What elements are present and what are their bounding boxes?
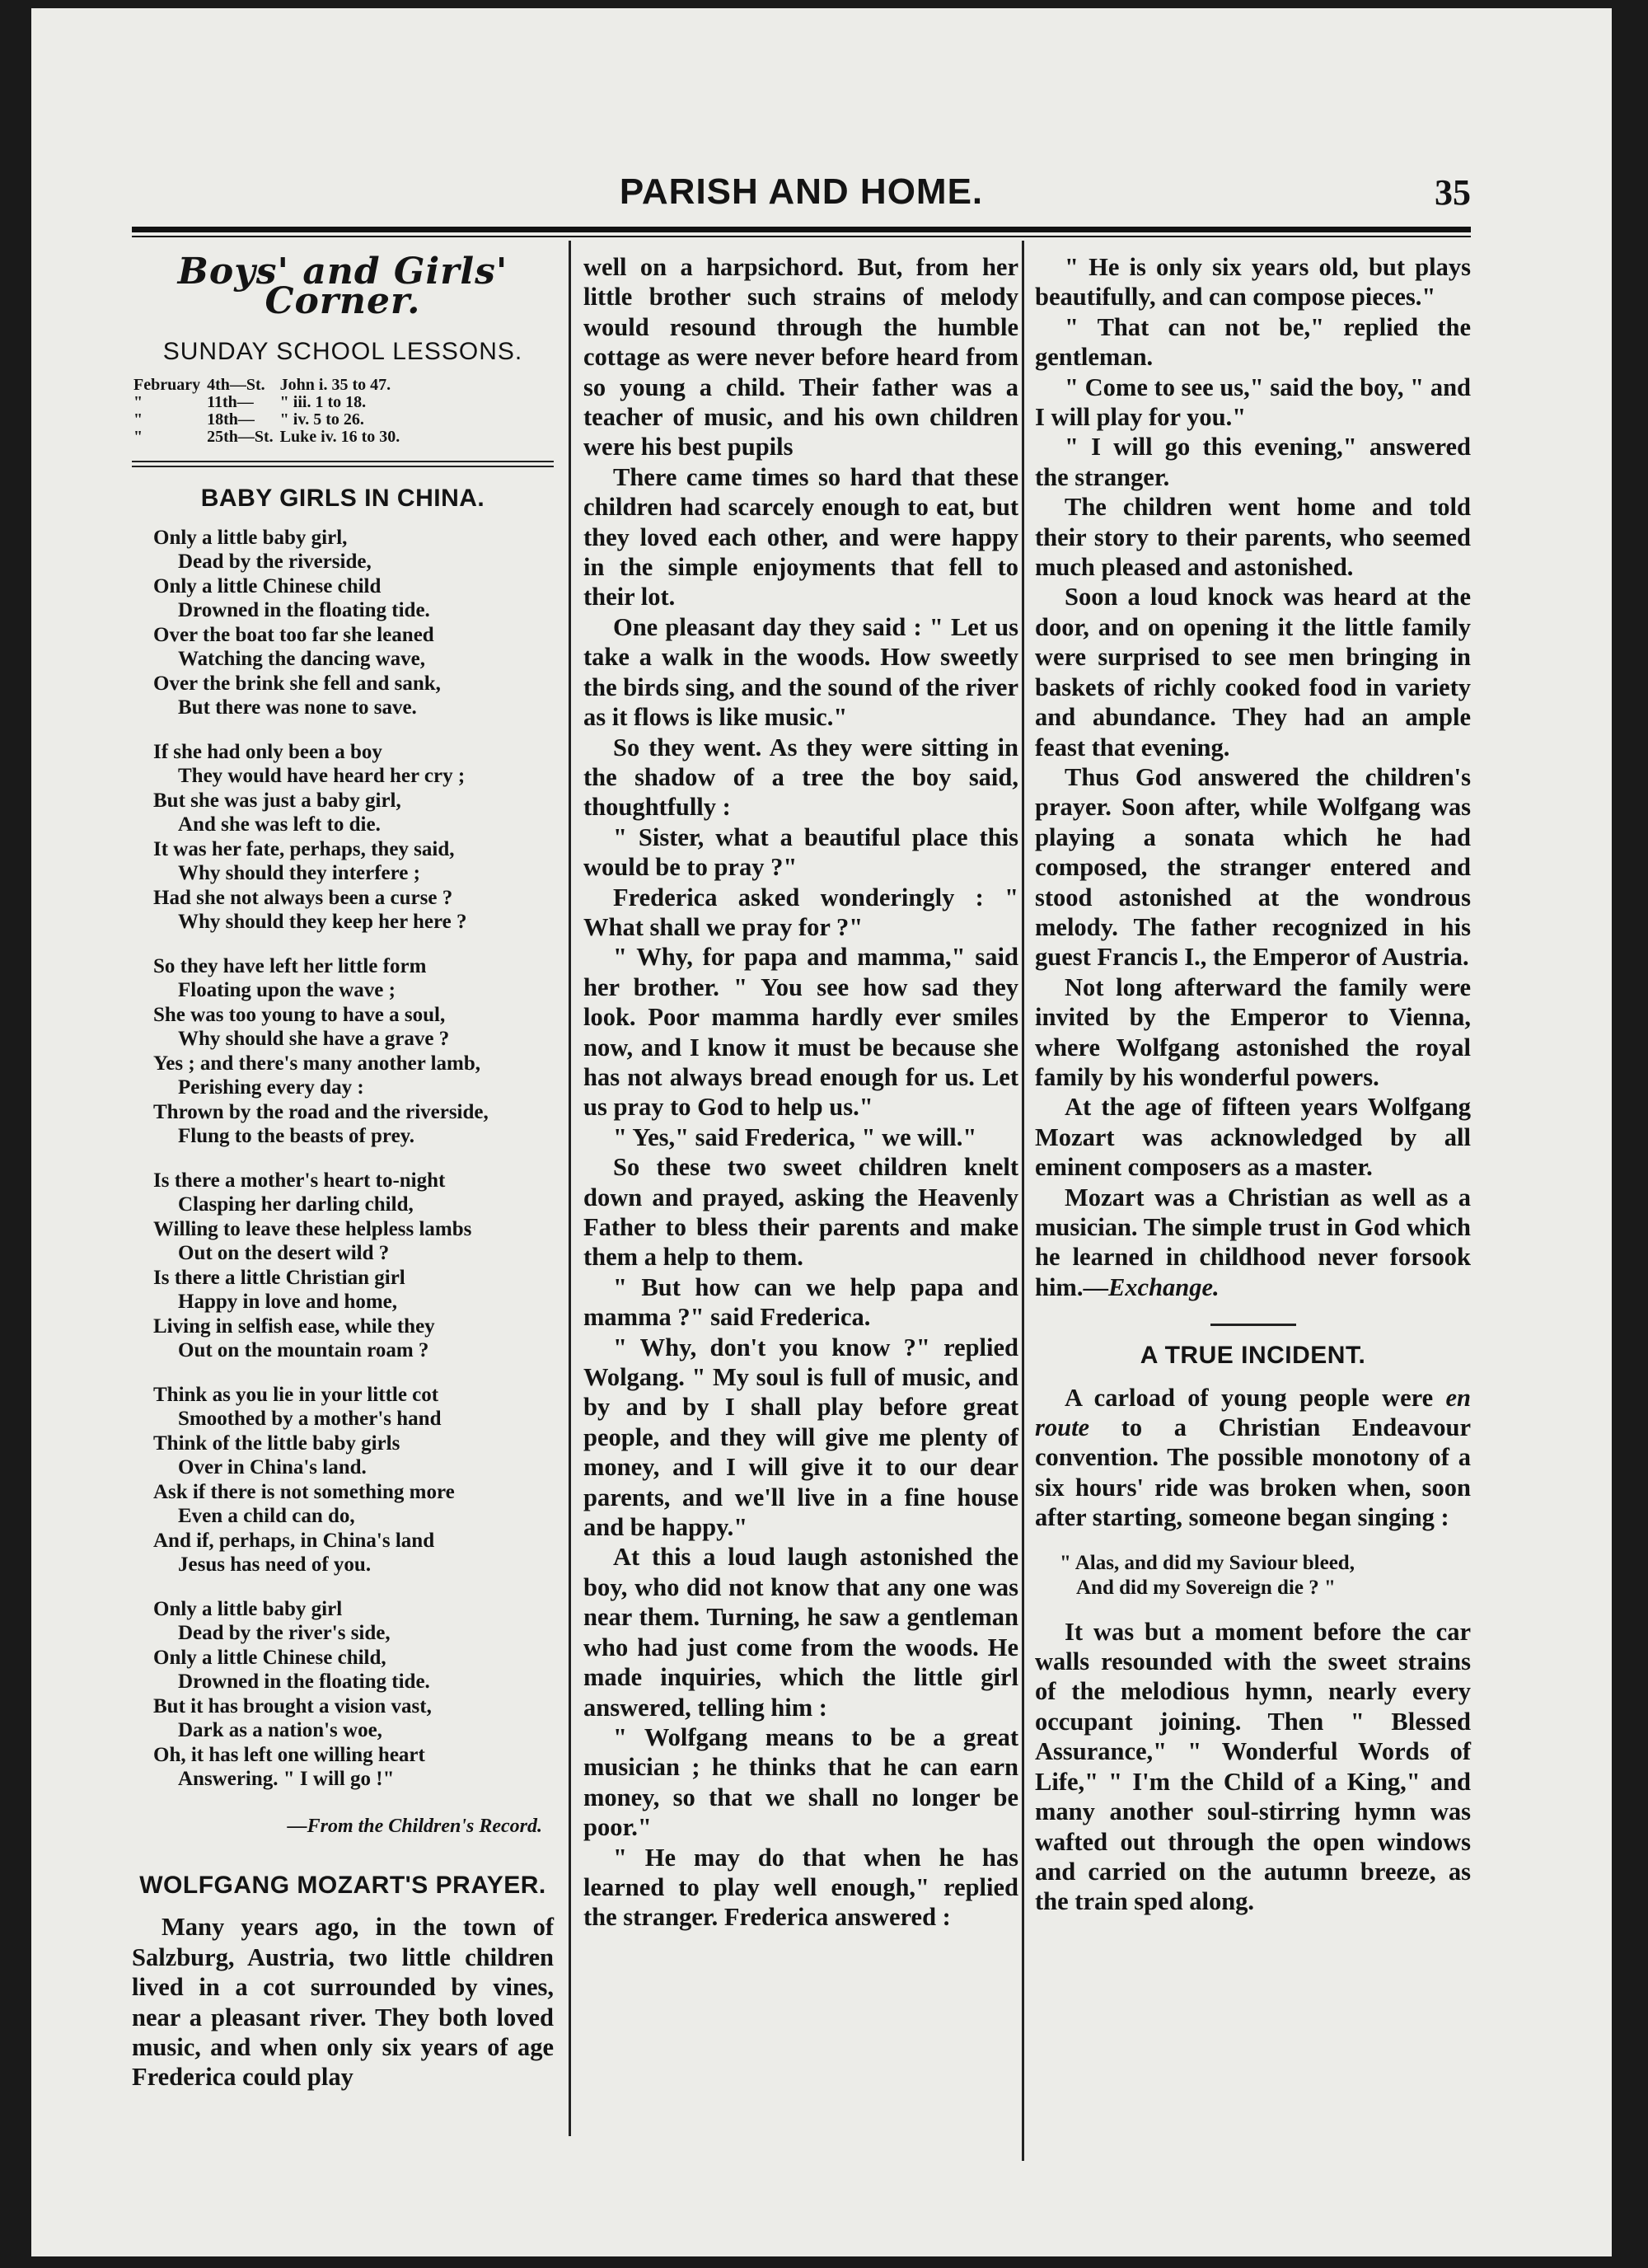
article-text (583, 252, 1018, 1933)
poem-line: It was her fate, perhaps, they said, (153, 837, 455, 860)
poem-line: Only a little baby girl, (153, 526, 348, 549)
poem-line: Watching the dancing wave, (178, 648, 426, 671)
section-divider (1210, 1324, 1296, 1326)
poem-line: Happy in love and home, (178, 1291, 398, 1314)
poem-line: Floating upon the wave ; (178, 979, 396, 1002)
paragraph: " He may do that when he has learned to play well enough," replied the stranger. Frederica answered : (583, 1843, 1018, 1932)
publication-title: PARISH AND HOME. (619, 171, 984, 212)
poem-line: And she was left to die. (178, 813, 381, 836)
paragraph (1035, 1383, 1471, 1533)
header-rule (132, 227, 1471, 232)
poem-line: Yes ; and there's many another lamb, (153, 1052, 481, 1075)
lesson-date: 4th—St. (207, 376, 265, 395)
source-credit: Exchange. (1107, 1272, 1220, 1301)
lesson-month: February (133, 376, 201, 395)
paragraph: Soon a loud knock was heard at the door, and on opening it the little family were surprised to see men bringing in baskets of richly cooked food in variety and abundance. They had an ample feast that evening. (1035, 583, 1471, 761)
paragraph: " He is only six years old, but plays beautifully, and can compose pieces." (1035, 253, 1471, 312)
poem-line: Out on the mountain roam ? (178, 1339, 429, 1362)
paragraph: It was but a moment before the car walls resounded with the sweet strains of the melodious hymn, nearly every occupant joining. Then " Blessed Assurance," " Wonderful Words of Life," " I'm the Child of a King," and many another soul-stirring hymn was wafted out through the open windows and carried on the autumn breeze, as the train sped along. (1035, 1617, 1471, 1916)
article-text (1035, 312, 1471, 1183)
lesson-month: " (133, 393, 143, 412)
lesson-month: " (133, 410, 143, 429)
page-number: 35 (1435, 172, 1471, 213)
paragraph-text: en route (1035, 1383, 1471, 1442)
poem-line: Dead by the riverside, (178, 551, 372, 574)
paragraph: One pleasant day they said : " Let us take a walk in the woods. How sweetly the birds sing, and the sound of the river as it flows is like music." (583, 612, 1018, 732)
stanza (153, 740, 554, 935)
lesson-row (133, 394, 406, 411)
paragraph: There came times so hard that these children had scarcely enough to eat, but they loved each other, and were happy in the simple enjoyments that fell to their lot. (583, 462, 1018, 612)
poem-line: Is there a mother's heart to-night (153, 1169, 446, 1192)
poem-line: Think as you lie in your little cot (153, 1383, 439, 1406)
poem-line: Smoothed by a mother's hand (178, 1408, 442, 1431)
poem-title: BABY GIRLS IN CHINA. (200, 485, 485, 513)
poem-attribution: —From the Children's Record. (287, 1815, 542, 1837)
poem-body (153, 526, 554, 1792)
article-title: A TRUE INCIDENT. (1140, 1342, 1366, 1370)
paragraph: " Wolfgang means to be a great musician ; he thinks that he can earn money, so that we shall no longer be poor." (583, 1722, 1018, 1842)
poem-line: Over the brink she fell and sank, (153, 672, 441, 695)
stanza (153, 1383, 554, 1577)
lesson-row (133, 429, 406, 446)
paragraph: " Why, don't you know ?" replied Wolgang. " My soul is full of music, and by and by I shall play before great people, and they will give me plenty of money, and I will give it to our dear parents, and we'll live in a fine house and be happy." (583, 1333, 1018, 1542)
lessons-heading: SUNDAY SCHOOL LESSONS. (162, 337, 523, 365)
header-rule-thin (132, 236, 1471, 237)
stanza (153, 1597, 554, 1792)
poem-line: But she was just a baby girl, (153, 789, 401, 812)
lesson-ref: " iv. 5 to 26. (279, 410, 364, 429)
poem-line: She was too young to have a soul, (153, 1003, 446, 1026)
poem-line: So they have left her little form (153, 954, 427, 977)
poem-line: Oh, it has left one willing heart (153, 1743, 425, 1766)
section-divider (132, 461, 554, 467)
article-title: WOLFGANG MOZART'S PRAYER. (139, 1872, 546, 1900)
poem-line: But it has brought a vision vast, (153, 1694, 432, 1717)
poem-line: Thrown by the road and the riverside, (153, 1100, 489, 1123)
paragraph-text: to a Christian Endeavour convention. The possible monotony of a six hours' ride was broken when, soon after starting, someone began singing : (1035, 1413, 1471, 1532)
poem-line: Over in China's land. (178, 1456, 367, 1479)
lesson-row (133, 377, 406, 394)
poem-line: If she had only been a boy (153, 740, 382, 763)
poem-line: Over the boat too far she leaned (153, 623, 434, 646)
paragraph: " Why, for papa and mamma," said her brother. " You see how sad they look. Poor mamma hardly ever smiles now, and I know it must be because she has not always bread enough for us. Let us pray to God to help us." (583, 943, 1018, 1122)
poem-line: Dead by the river's side, (178, 1622, 391, 1645)
paragraph: " Yes," said Frederica, " we will." (613, 1122, 977, 1151)
poem-line: Think of the little baby girls (153, 1432, 400, 1455)
lesson-ref: John i. 35 to 47. (279, 376, 391, 395)
paragraph: So these two sweet children knelt down and prayed, asking the Heavenly Father to bless their parents and make them a help to them. (583, 1153, 1018, 1272)
poem-line: Even a child can do, (178, 1505, 355, 1528)
poem-line: But there was none to save. (178, 696, 417, 719)
verse-line: " Alas, and did my Saviour bleed, (1060, 1551, 1355, 1574)
stanza (153, 1169, 554, 1363)
poem-line: Why should they interfere ; (178, 862, 420, 885)
paragraph-text: A carload of young people were (1065, 1383, 1446, 1412)
poem-line: Dark as a nation's woe, (178, 1719, 382, 1742)
column-1 (132, 252, 554, 2092)
paragraph: well on a harpsichord. But, from her little brother such strains of melody would resound through the humble cottage as were never before heard from so young a child. Their father was a teacher of music, and his own children were his best pupils (583, 253, 1018, 462)
paragraph: " Come to see us," said the boy, " and I will play for you." (1035, 373, 1471, 432)
page-header (132, 171, 1471, 221)
paragraph: Many years ago, in the town of Salzburg, Austria, two little children lived in a cot surrounded by vines, near a pleasant river. They both loved music, and when only six years of age Frederica could play (132, 1913, 554, 2092)
paragraph-text: Mozart was a Christian as well as a musician. The simple trust in God which he learned in childhood never forsook him.— (1035, 1183, 1471, 1301)
lesson-date: 11th— (207, 393, 254, 412)
verse-line: And did my Sovereign die ? " (1076, 1576, 1336, 1599)
poem-line: Is there a little Christian girl (153, 1266, 405, 1289)
paragraph: Thus God answered the children's prayer. Soon after, while Wolfgang was playing a sonata which he had composed, the stranger entered and stood astonished at the wondrous melody. The father recognized in his guest Francis I., the Emperor of Austria. (1035, 762, 1471, 972)
lessons-table (133, 377, 406, 446)
poem-line: Why should she have a grave ? (178, 1028, 450, 1051)
paragraph: " That can not be," replied the gentleman. (1035, 312, 1471, 372)
poem-line: Only a little Chinese child (153, 574, 382, 597)
poem-line: Why should they keep her here ? (178, 911, 467, 934)
corner-heading: Boys' and Girls' Corner. (177, 251, 508, 323)
stanza (153, 954, 554, 1149)
paragraph: The children went home and told their story to their parents, who seemed much pleased and astonished. (1035, 493, 1471, 582)
paragraph: " But how can we help papa and mamma ?" said Frederica. (583, 1272, 1018, 1332)
paragraph: Frederica asked wonderingly : " What shall we pray for ?" (583, 883, 1018, 941)
paragraph: Not long afterward the family were invited by the Emperor to Vienna, where Wolfgang astonished the royal family by his wonderful powers. (1035, 972, 1471, 1091)
lesson-month: " (133, 428, 143, 447)
poem-line: Ask if there is not something more (153, 1480, 455, 1503)
poem-line: Living in selfish ease, while they (153, 1314, 435, 1338)
column-3 (1035, 252, 1471, 1917)
poem-line: Jesus has need of you. (178, 1553, 372, 1577)
paragraph (1035, 1183, 1471, 1303)
poem-line: They would have heard her cry ; (178, 765, 466, 788)
paragraph: At the age of fifteen years Wolfgang Mozart was acknowledged by all eminent composers as a master. (1035, 1093, 1471, 1182)
lesson-ref: Luke iv. 16 to 30. (279, 428, 400, 447)
poem-line: Clasping her darling child, (178, 1193, 414, 1216)
hymn-quote (1060, 1551, 1471, 1600)
poem-line: Willing to leave these helpless lambs (153, 1217, 472, 1240)
article-text (132, 1912, 554, 2092)
column-2 (583, 252, 1018, 1933)
paragraph: So they went. As they were sitting in the shadow of a tree the boy said, thoughtfully : (583, 733, 1018, 822)
paragraph: At this a loud laugh astonished the boy, who did not know that any one was near them. Turning, he saw a gentleman who had just come from the woods. He made inquiries, which the little girl answered, telling him : (583, 1543, 1018, 1722)
paragraph: " I will go this evening," answered the stranger. (1035, 433, 1471, 491)
poem-line: Drowned in the floating tide. (178, 599, 430, 622)
lesson-row (133, 411, 406, 429)
poem-line: Drowned in the floating tide. (178, 1671, 430, 1694)
stanza (153, 526, 554, 720)
poem-line: Had she not always been a curse ? (153, 886, 453, 909)
poem-line: Answering. " I will go !" (178, 1768, 395, 1791)
column-divider (1022, 241, 1024, 2161)
lesson-ref: " iii. 1 to 18. (279, 393, 367, 412)
poem-line: And if, perhaps, in China's land (153, 1529, 435, 1552)
lesson-date: 25th—St. (207, 428, 274, 447)
poem-line: Perishing every day : (178, 1076, 364, 1099)
poem-line: Only a little baby girl (153, 1597, 343, 1620)
poem-line: Only a little Chinese child, (153, 1646, 386, 1669)
poem-line: Flung to the beasts of prey. (178, 1125, 415, 1148)
poem-line: Out on the desert wild ? (178, 1242, 390, 1265)
lesson-date: 18th— (207, 410, 255, 429)
paragraph: " Sister, what a beautiful place this would be to pray ?" (583, 822, 1018, 882)
column-divider (569, 241, 571, 2136)
